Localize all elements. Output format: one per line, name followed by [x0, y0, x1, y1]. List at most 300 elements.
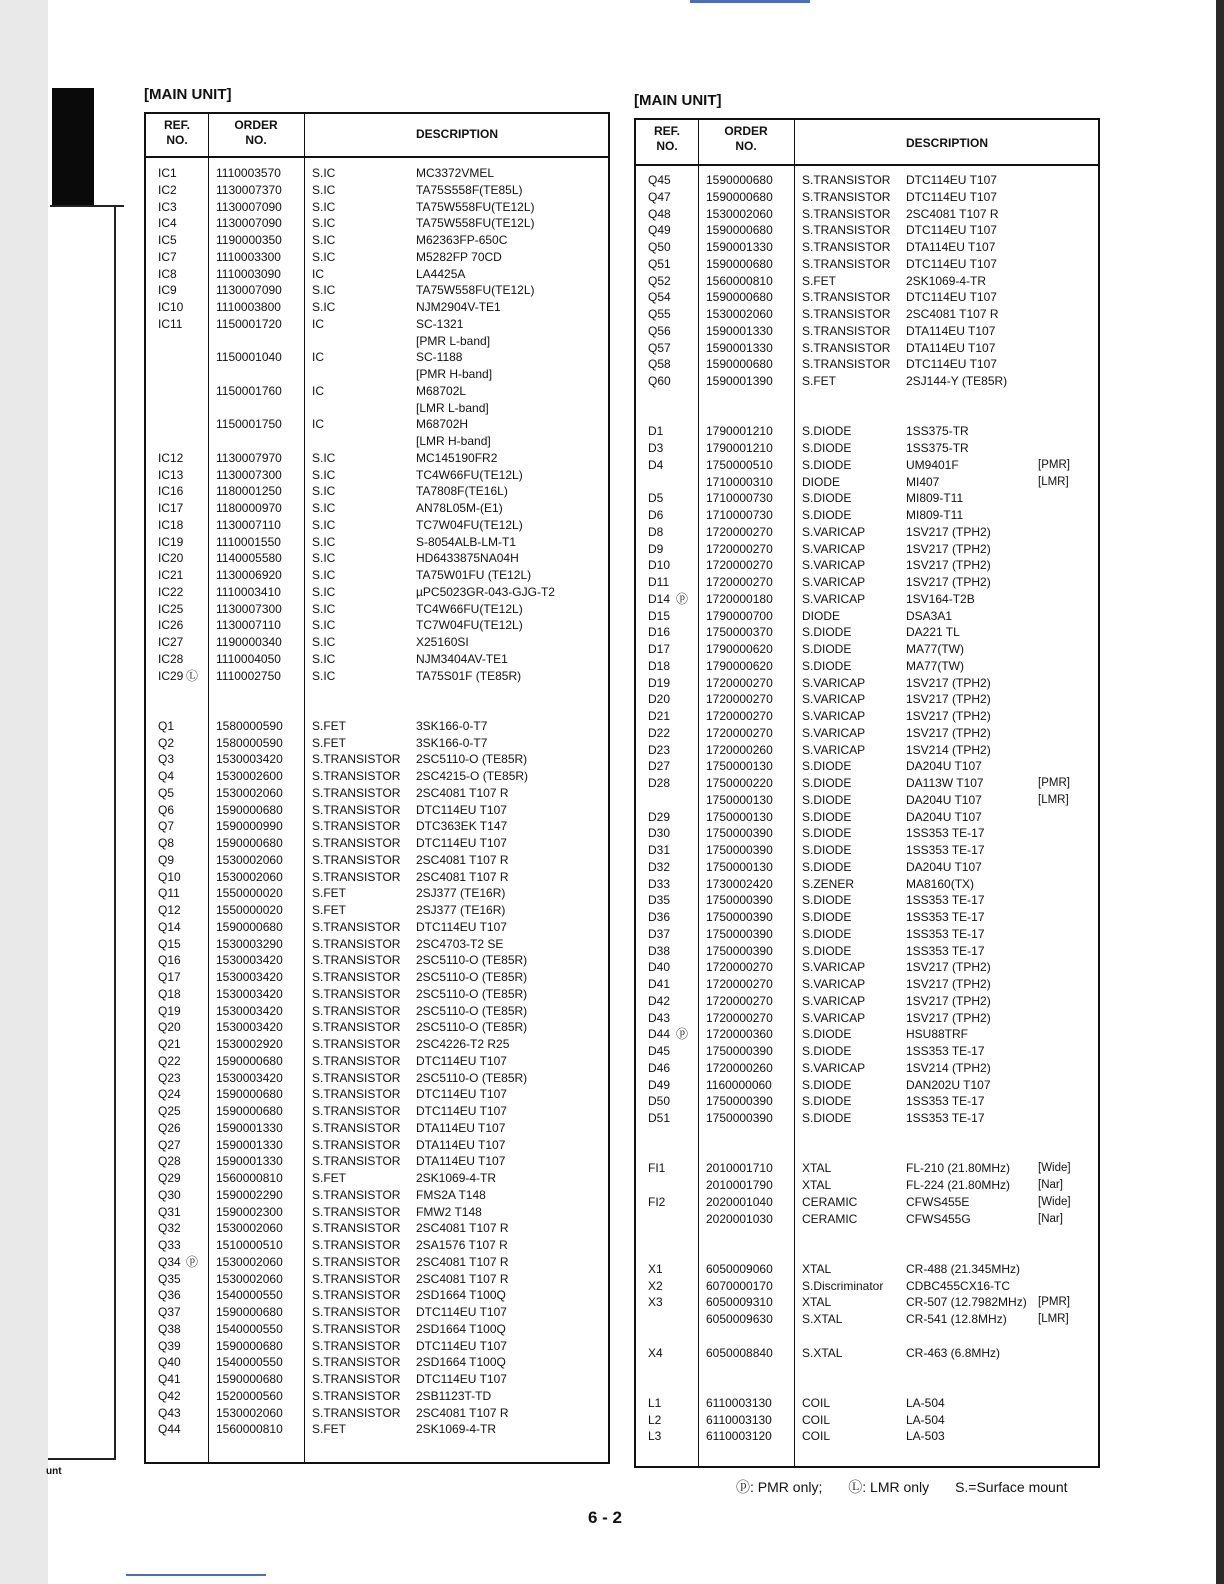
order-no: 1560000810 — [216, 1422, 283, 1437]
part-number: DA204U T107 — [906, 792, 982, 807]
table-row — [636, 206, 1098, 223]
order-no: 1530002060 — [216, 1254, 283, 1269]
part-type: S.TRANSISTOR — [312, 1154, 401, 1169]
part-number: 1SV214 (TPH2) — [906, 1060, 991, 1075]
part-number: DAN202U T107 — [906, 1077, 991, 1092]
part-type: S.IC — [312, 467, 336, 482]
table-row — [636, 1093, 1098, 1110]
order-no: 1530002060 — [216, 1221, 283, 1236]
ref-no: IC16 — [158, 484, 184, 499]
part-type: S.TRANSISTOR — [312, 836, 401, 850]
order-no: 2010001790 — [706, 1178, 773, 1192]
part-type: COIL — [802, 1429, 831, 1444]
page-edge-tab — [52, 88, 94, 206]
part-number: NJM3404AV-TE1 — [416, 651, 508, 666]
part-type: S.TRANSISTOR — [312, 986, 401, 1001]
part-number: CFWS455G — [906, 1211, 971, 1226]
order-no: 1790000700 — [706, 608, 773, 623]
part-number: MA8160(TX) — [906, 876, 975, 891]
ref-no: Q47 — [648, 189, 671, 204]
ref-no: IC8 — [158, 266, 177, 281]
order-no: 1150001040 — [216, 350, 282, 365]
part-type: S.XTAL — [802, 1345, 843, 1360]
order-no: 6050009630 — [706, 1312, 773, 1326]
ref-no: Q41 — [158, 1372, 181, 1386]
ref-no: D17 — [648, 642, 671, 656]
variant-note: [LMR] — [1038, 1313, 1069, 1325]
part-number: CR-541 (12.8MHz) — [906, 1312, 1007, 1326]
ref-no: IC21 — [158, 568, 184, 582]
part-number: 1SS353 TE-17 — [906, 1044, 985, 1058]
part-type: S.TRANSISTOR — [312, 1053, 401, 1068]
table-row — [146, 433, 608, 450]
table-row — [636, 976, 1098, 993]
table-row — [636, 708, 1098, 725]
table-row — [636, 1361, 1098, 1378]
ref-no: D35 — [648, 893, 671, 908]
part-number: [LMR L-band] — [416, 400, 489, 415]
part-number: DTC114EU T107 — [416, 1338, 507, 1353]
table-row — [636, 490, 1098, 507]
ref-no: D38 — [648, 943, 671, 958]
ref-no: D3 — [648, 441, 664, 455]
ref-no: IC13 — [158, 467, 184, 482]
table-row — [636, 742, 1098, 759]
part-number: TA75S01F (TE85R) — [416, 668, 522, 683]
ref-no: IC3 — [158, 199, 177, 214]
ref-no: Q18 — [158, 986, 181, 1001]
part-type: S.TRANSISTOR — [312, 752, 401, 767]
table-row — [146, 936, 608, 953]
ref-no: L2 — [648, 1412, 662, 1427]
order-no: 1790000620 — [706, 658, 773, 673]
order-no: 1150001750 — [216, 417, 282, 432]
table-row — [146, 1053, 608, 1070]
table-row — [146, 1070, 608, 1087]
part-number: DA221 TL — [906, 625, 960, 640]
ref-no: Q21 — [158, 1037, 181, 1051]
order-no: 1530002920 — [216, 1037, 283, 1051]
part-number: LA-504 — [906, 1395, 945, 1410]
order-no: 1140005580 — [216, 551, 282, 566]
table-row — [636, 1026, 1098, 1043]
ref-no: Q37 — [158, 1305, 181, 1319]
part-number: TC4W66FU(TE12L) — [416, 467, 523, 482]
part-number: 1SV217 (TPH2) — [906, 977, 991, 991]
part-type: XTAL — [802, 1261, 832, 1276]
table-row — [146, 1137, 608, 1154]
order-no: 1130007300 — [216, 467, 282, 482]
order-no: 1130007090 — [216, 199, 282, 214]
variant-note: [Wide] — [1038, 1162, 1071, 1175]
ref-no: IC4 — [158, 216, 177, 231]
ref-no: Q3 — [158, 752, 175, 767]
part-type: S.TRANSISTOR — [802, 307, 891, 321]
part-number: DTA114EU T107 — [416, 1120, 506, 1135]
table-row — [636, 1261, 1098, 1278]
table-row — [636, 457, 1098, 474]
part-number: DA204U T107 — [906, 859, 982, 874]
ref-no: IC17 — [158, 501, 184, 515]
ref-no: D5 — [648, 491, 664, 506]
table-row — [146, 1388, 608, 1405]
ref-no: IC28 — [158, 651, 184, 666]
ref-no: Q55 — [648, 307, 671, 321]
order-no: 1720000270 — [706, 541, 773, 556]
part-type: S.FET — [312, 718, 347, 733]
order-no: 1580000590 — [216, 735, 283, 750]
ref-no: Q39 — [158, 1338, 181, 1353]
part-type: S.IC — [312, 484, 336, 499]
part-type: S.VARICAP — [802, 591, 866, 606]
part-number: 1SS353 TE-17 — [906, 1111, 985, 1125]
scan-bottom-stripe — [126, 1574, 266, 1576]
order-no: 1590000680 — [216, 1372, 283, 1386]
part-type: S.DIODE — [802, 776, 852, 790]
part-number: CR-488 (21.345MHz) — [906, 1261, 1021, 1276]
table-row — [636, 993, 1098, 1010]
order-no: 1150001760 — [216, 383, 282, 398]
order-no: 1590001330 — [706, 240, 773, 254]
part-number: 1SV217 (TPH2) — [906, 558, 991, 573]
table-row — [636, 1328, 1098, 1345]
table-row — [146, 1153, 608, 1170]
order-no: 1520000560 — [216, 1388, 283, 1403]
part-type: S.FET — [312, 1422, 347, 1437]
ref-no: X1 — [648, 1261, 663, 1276]
ref-no: Q56 — [648, 323, 671, 338]
table-row — [636, 323, 1098, 340]
part-number: DA204U T107 — [906, 809, 982, 824]
table-row — [146, 885, 608, 902]
ref-no: Q31 — [158, 1204, 181, 1219]
part-type: S.TRANSISTOR — [802, 357, 891, 372]
part-type: S.FET — [802, 273, 837, 288]
part-type: S.VARICAP — [802, 960, 866, 975]
variant-note: [LMR] — [1038, 793, 1069, 806]
ref-no: IC18 — [158, 517, 184, 532]
previous-page-box-edge — [48, 205, 116, 1460]
table-row — [146, 1103, 608, 1120]
part-type: S.IC — [312, 283, 336, 298]
part-type: S.DIODE — [802, 441, 852, 455]
order-no: 1720000270 — [706, 1010, 773, 1025]
part-type: S.DIODE — [802, 859, 852, 874]
table-row — [636, 809, 1098, 826]
part-type: S.TRANSISTOR — [312, 1338, 401, 1353]
left-section-title: [MAIN UNIT] — [144, 86, 232, 103]
order-no: 1590000680 — [216, 836, 283, 850]
ref-no: D36 — [648, 910, 671, 924]
part-type: S.IC — [312, 534, 336, 549]
table-row — [146, 1421, 608, 1438]
ref-no: Q51 — [648, 256, 671, 271]
order-no: 1530003420 — [216, 1020, 283, 1035]
part-number: [PMR L-band] — [416, 333, 491, 348]
table-row — [636, 1177, 1098, 1194]
ref-no: D4 — [648, 457, 664, 472]
order-no: 1590000680 — [216, 1104, 283, 1118]
table-row — [146, 500, 608, 517]
table-row — [636, 775, 1098, 792]
order-no: 1590001330 — [216, 1120, 283, 1135]
part-number: 2SC4081 T107 R — [906, 206, 999, 221]
order-no: 1790001210 — [706, 441, 773, 455]
part-type: S.VARICAP — [802, 541, 866, 556]
part-type: S.DIODE — [802, 491, 852, 506]
variant-note: [Nar] — [1038, 1212, 1063, 1225]
part-type: S.TRANSISTOR — [312, 819, 401, 834]
part-number: 2SC4081 T107 R — [416, 1254, 509, 1269]
ref-no: D14 — [648, 591, 671, 606]
table-row — [146, 299, 608, 316]
table-row — [146, 601, 608, 618]
order-no: 1590000680 — [216, 1305, 283, 1319]
order-no: 1590000680 — [706, 189, 773, 204]
ref-no: Q29 — [158, 1171, 181, 1185]
part-number: 2SC4081 T107 R — [906, 307, 999, 321]
part-number: DTC114EU T107 — [416, 1372, 507, 1386]
part-type: S.TRANSISTOR — [312, 852, 401, 867]
order-no: 1160000060 — [706, 1077, 772, 1092]
table-row — [146, 1371, 608, 1388]
part-number: HSU88TRF — [906, 1027, 969, 1042]
right-header-order: ORDER NO. — [724, 124, 768, 153]
order-no: 1110003570 — [216, 166, 281, 180]
ref-no: IC22 — [158, 584, 184, 599]
ref-no: Q33 — [158, 1238, 181, 1252]
part-type: S.IC — [312, 584, 336, 599]
order-no: 1720000270 — [706, 977, 773, 991]
part-type: S.IC — [312, 668, 336, 683]
ref-no: Q9 — [158, 852, 175, 867]
part-number: 1SV217 (TPH2) — [906, 725, 991, 740]
part-number: TC7W04FU(TE12L) — [416, 618, 523, 633]
part-number: 1SV217 (TPH2) — [906, 960, 991, 975]
part-type: S.TRANSISTOR — [312, 1204, 401, 1219]
ref-no: X3 — [648, 1295, 663, 1310]
order-no: 1110003300 — [216, 249, 281, 264]
part-type: IC — [312, 316, 324, 331]
order-no: 1750000510 — [706, 457, 773, 472]
left-table-rows — [146, 165, 608, 1438]
order-no: 1750000130 — [706, 759, 773, 774]
part-type: S.TRANSISTOR — [312, 1087, 401, 1102]
order-no: 1590000680 — [706, 223, 773, 238]
order-no: 1750000390 — [706, 926, 773, 941]
part-type: S.TRANSISTOR — [312, 1070, 401, 1085]
ref-no: D42 — [648, 993, 671, 1008]
table-row — [636, 943, 1098, 960]
table-row — [636, 407, 1098, 424]
part-type: S.IC — [312, 450, 336, 465]
ref-no: X2 — [648, 1278, 663, 1293]
part-type: S.DIODE — [802, 893, 852, 908]
order-no: 1110004050 — [216, 651, 281, 666]
part-number: M68702H — [416, 417, 469, 432]
order-no: 1130007110 — [216, 618, 281, 633]
part-type: S.IC — [312, 199, 336, 214]
part-type: COIL — [802, 1412, 831, 1427]
table-row — [636, 1395, 1098, 1412]
part-number: 1SV217 (TPH2) — [906, 575, 991, 589]
part-type: S.ZENER — [802, 876, 855, 891]
part-type: S.TRANSISTOR — [802, 240, 891, 254]
table-row — [636, 591, 1098, 608]
part-type: S.TRANSISTOR — [802, 223, 891, 238]
part-type: S.DIODE — [802, 1027, 852, 1042]
order-no: 1750000390 — [706, 843, 773, 857]
part-type: S.DIODE — [802, 826, 852, 841]
part-type: S.IC — [312, 182, 336, 197]
table-row — [146, 1187, 608, 1204]
part-number: DTC114EU T107 — [906, 290, 997, 305]
ref-no: FI2 — [648, 1194, 666, 1209]
order-no: 1150001720 — [216, 316, 282, 331]
order-no: 1110003410 — [216, 584, 281, 599]
table-row — [146, 1321, 608, 1338]
order-no: 1530002060 — [706, 206, 773, 221]
ref-no: D19 — [648, 675, 671, 690]
part-number: TC4W66FU(TE12L) — [416, 601, 523, 616]
table-row — [636, 306, 1098, 323]
order-no: 1530002600 — [216, 769, 283, 783]
part-type: XTAL — [802, 1161, 832, 1176]
ref-no: D41 — [648, 977, 671, 991]
part-number: 1SS375-TR — [906, 424, 969, 439]
order-no: 1550000020 — [216, 886, 283, 901]
part-type: S.TRANSISTOR — [312, 1221, 401, 1236]
part-type: S.TRANSISTOR — [312, 1305, 401, 1319]
order-no: 1590000680 — [216, 1087, 283, 1102]
order-no: 1530003420 — [216, 1003, 283, 1018]
ref-no: Q27 — [158, 1137, 181, 1152]
part-type: IC — [312, 350, 324, 365]
table-row — [146, 1220, 608, 1237]
ref-no: D16 — [648, 625, 671, 640]
part-number: 2SC4081 T107 R — [416, 852, 509, 867]
table-row — [146, 617, 608, 634]
order-no: 1790000620 — [706, 642, 773, 656]
part-number: 2SC5110-O (TE85R) — [416, 752, 528, 767]
part-type: S.TRANSISTOR — [312, 1388, 401, 1403]
ref-no: Q43 — [158, 1405, 181, 1420]
part-number: FMW2 T148 — [416, 1204, 482, 1219]
table-row — [636, 691, 1098, 708]
order-no: 1750000130 — [706, 792, 773, 807]
ref-no: IC10 — [158, 300, 184, 314]
ref-no: Q24 — [158, 1087, 181, 1102]
part-number: 1SV217 (TPH2) — [906, 993, 991, 1008]
ref-no: D32 — [648, 859, 671, 874]
table-row — [636, 825, 1098, 842]
part-number: 2SJ377 (TE16R) — [416, 903, 506, 917]
ref-no: Q45 — [648, 173, 671, 187]
order-no: 1590002290 — [216, 1187, 283, 1202]
part-type: S.TRANSISTOR — [312, 1321, 401, 1336]
order-no: 1750000390 — [706, 943, 773, 958]
ref-no: Q15 — [158, 936, 181, 951]
ref-no: D8 — [648, 524, 664, 539]
part-type: S.IC — [312, 300, 336, 314]
order-no: 1590000680 — [706, 173, 773, 187]
table-row — [146, 1204, 608, 1221]
ref-no: Q23 — [158, 1070, 181, 1085]
order-no: 1130007090 — [216, 216, 282, 231]
ref-no: Q54 — [648, 290, 671, 305]
part-number: AN78L05M-(E1) — [416, 501, 503, 515]
order-no: 1750000390 — [706, 910, 773, 924]
part-number: CR-463 (6.8MHz) — [906, 1345, 1001, 1360]
part-type: S.DIODE — [802, 759, 852, 774]
ref-no: L3 — [648, 1429, 662, 1444]
part-type: S.DIODE — [802, 658, 852, 673]
part-type: S.TRANSISTOR — [802, 256, 891, 271]
order-no: 1750000390 — [706, 1044, 773, 1058]
part-number: DTC114EU T107 — [906, 173, 997, 187]
part-number: 1SS375-TR — [906, 441, 969, 455]
ref-no: D6 — [648, 508, 664, 522]
scan-top-stripe — [690, 0, 810, 3]
order-no: 1720000270 — [706, 524, 773, 539]
ref-no: D10 — [648, 558, 671, 573]
order-no: 1750000370 — [706, 625, 773, 640]
variant-note: [Wide] — [1038, 1195, 1071, 1208]
part-type: S.VARICAP — [802, 675, 866, 690]
part-type: S.TRANSISTOR — [802, 189, 891, 204]
part-number: 1SV217 (TPH2) — [906, 692, 991, 707]
right-header-description: DESCRIPTION — [905, 136, 988, 150]
table-row — [146, 282, 608, 299]
part-type: S.VARICAP — [802, 692, 866, 707]
ref-no: Q34 — [158, 1254, 181, 1269]
part-number: DTA114EU T107 — [416, 1154, 506, 1169]
part-number: 1SV217 (TPH2) — [906, 709, 991, 723]
ref-no: Q6 — [158, 802, 175, 817]
part-number: DTC114EU T107 — [906, 223, 997, 238]
ref-no: IC26 — [158, 618, 184, 633]
table-row — [636, 792, 1098, 809]
order-no: 6110003120 — [706, 1429, 772, 1444]
ref-no: D9 — [648, 541, 664, 556]
part-number: 2SD1664 T100Q — [416, 1355, 506, 1370]
part-number: 1SV217 (TPH2) — [906, 675, 991, 690]
pmr-lmr-mark: ⓟ — [676, 1027, 689, 1042]
part-number: M62363FP-650C — [416, 233, 508, 247]
part-type: S.FET — [312, 735, 347, 750]
ref-no: D33 — [648, 876, 671, 891]
part-number: 2SK1069-4-TR — [416, 1422, 497, 1437]
ref-no: Q60 — [648, 374, 671, 388]
part-number: 1SV217 (TPH2) — [906, 541, 991, 556]
part-number: 2SC4081 T107 R — [416, 1271, 509, 1286]
table-row — [146, 1036, 608, 1053]
ref-no: Q12 — [158, 903, 181, 917]
part-number: MC3372VMEL — [416, 166, 495, 180]
table-row — [146, 416, 608, 433]
part-number: 1SS353 TE-17 — [906, 910, 985, 924]
part-number: DTA114EU T107 — [906, 240, 996, 254]
pmr-lmr-mark: ⓟ — [676, 591, 689, 606]
part-type: S.TRANSISTOR — [312, 1288, 401, 1303]
order-no: 1530003290 — [216, 936, 283, 951]
part-number: MA77(TW) — [906, 658, 964, 673]
order-no: 1560000810 — [706, 273, 773, 288]
table-row — [146, 366, 608, 383]
order-no: 6110003130 — [706, 1412, 772, 1427]
table-row — [146, 751, 608, 768]
table-row — [146, 818, 608, 835]
